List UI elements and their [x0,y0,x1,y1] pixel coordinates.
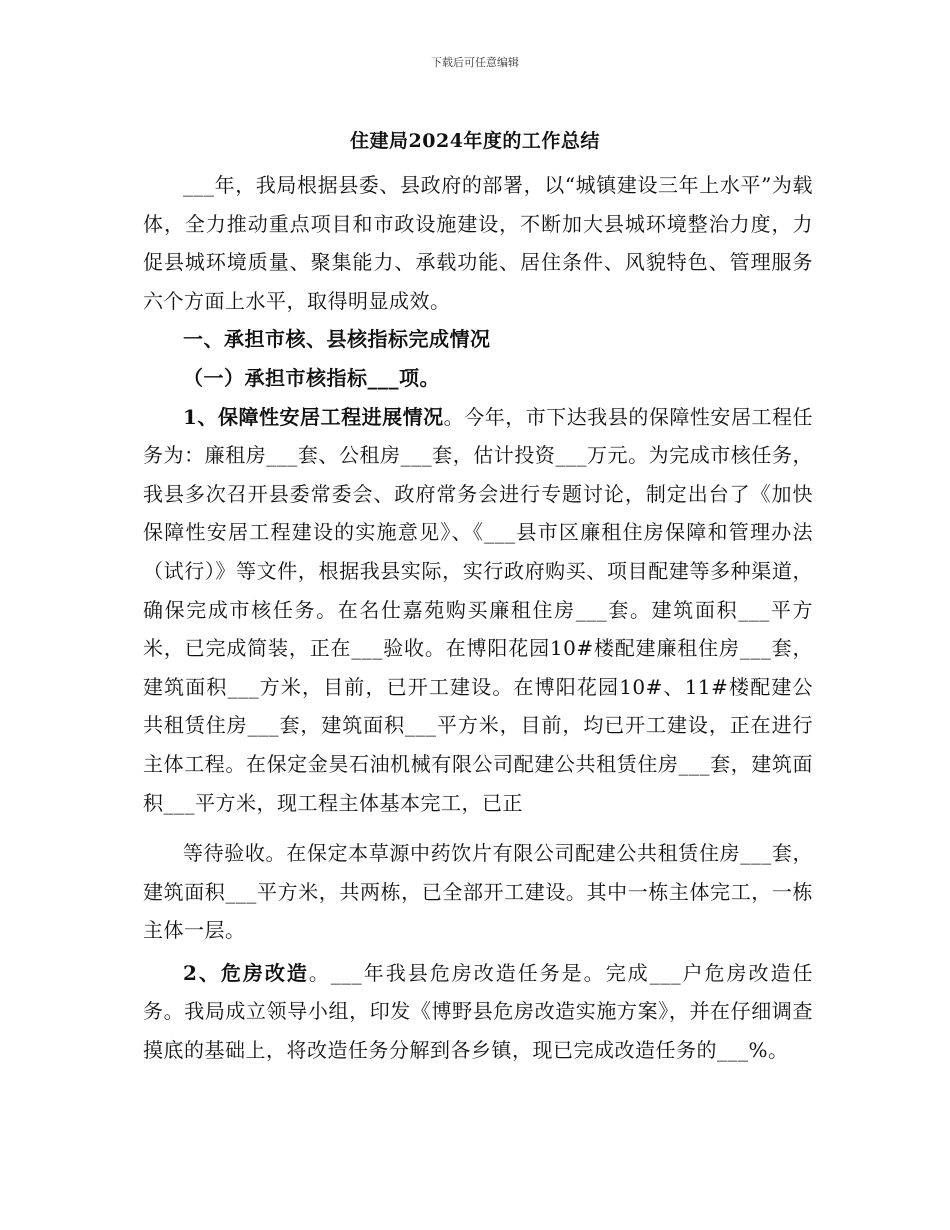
item-1-continued-paragraph: 等待验收。在保定本草源中药饮片有限公司配建公共租赁住房___套，建筑面积___平方米，共两栋，已全部开工建设。其中一栋主体完工，一栋主体一层。 [143,841,813,943]
section-heading-1: 一、承担市核、县核指标完成情况 [183,327,491,352]
item-1-paragraph [143,398,813,823]
document-title: 住建局2024年度的工作总结 [350,130,600,152]
page-break-gap [143,822,813,834]
item-1-label: 1、保障性安居工程进展情况 [183,404,444,429]
item-1-text: 。今年，市下达我县的保障性安居工程任务为：廉租房___套、公租房___套，估计投资___万元。为完成市核任务，我县多次召开县委常委会、政府常务会进行专题讨论，制定出台了《加快保障性安居工程建设的实施意见》、《___县市区廉租住房保障和管理办法（试行）》等文件，根据我县实际，实行政府购买、项目配建等多种渠道，确保完成市核任务。在名仕嘉苑购买廉租住房___套。建筑面积___平方米，已完成简装，正在___验收。在博阳花园10#楼配建廉租住房___套，建筑面积___方米，目前，已开工建设。在博阳花园10#、11#楼配建公共租赁住房___套，建筑面积___平方米，目前，均已开工建设，正在进行主体工程。在保定金昊石油机械有限公司配建公共租赁住房___套，建筑面积___平方米，现工程主体基本完工，已正 [143,404,813,815]
page-header-note: 下载后可任意编辑 [431,56,519,69]
item-2-text: 。___年我县危房改造任务是。完成___户危房改造任务。我局成立领导小组，印发《博野县危房改造实施方案》，并在仔细调查摸底的基础上，将改造任务分解到各乡镇，现已完成改造任务的___%。 [143,960,813,1063]
intro-paragraph: ___年，我局根据县委、县政府的部署，以“城镇建设三年上水平”为载体，全力推动重点项目和市政设施建设，不断加大县城环境整治力度，力促县城环境质量、聚集能力、承载功能、居住条件、风貌特色、管理服务六个方面上水平，取得明显成效。 [143,173,813,313]
document-body [143,166,813,1070]
subsection-heading-1: （一）承担市核指标___项。 [183,365,440,390]
item-2-label: 2、危房改造 [183,960,309,985]
item-2-paragraph [143,954,813,1070]
